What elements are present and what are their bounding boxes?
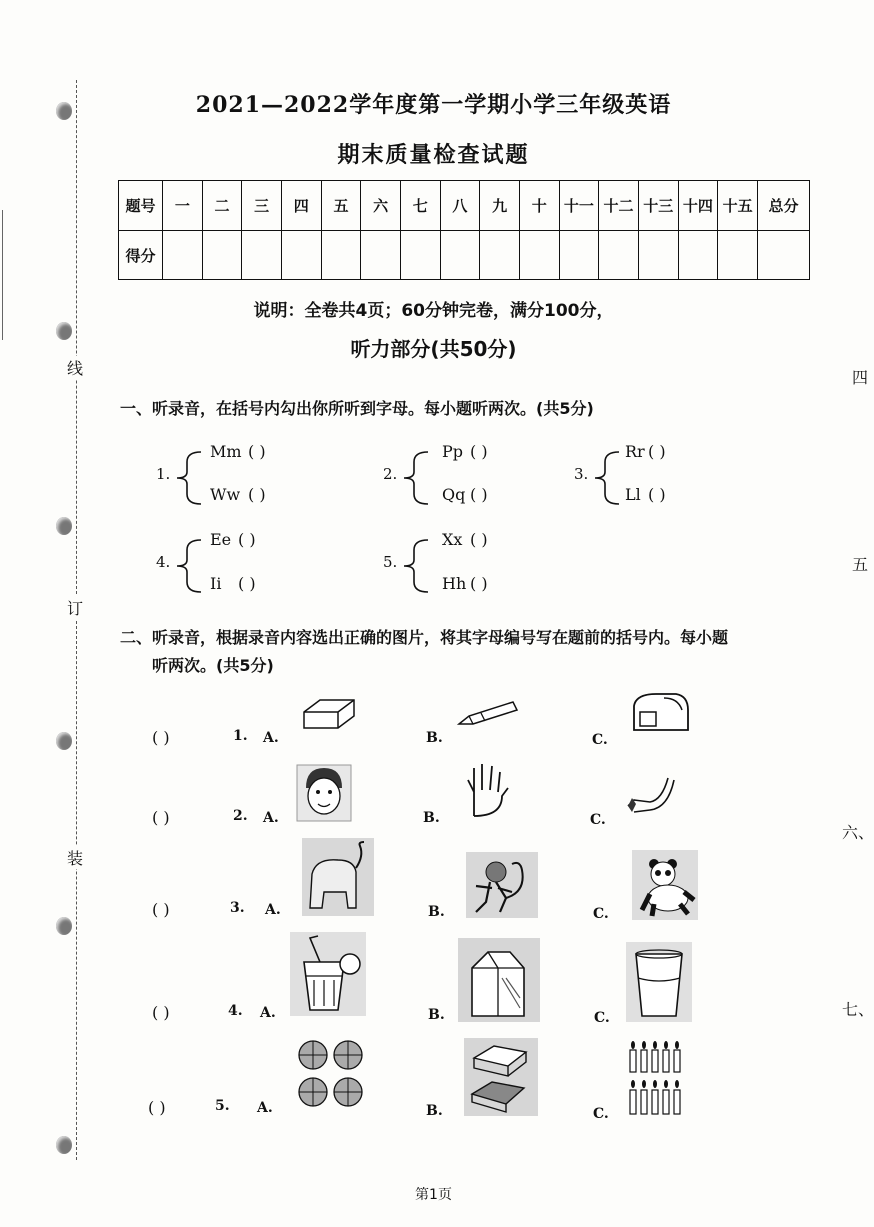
option-c-label: C. [593, 906, 609, 922]
instructions: 说明：全卷共4页；60分钟完卷，满分100分， [253, 301, 614, 321]
score-input-cell[interactable] [202, 231, 242, 280]
edge-wu: 五 [852, 555, 869, 574]
margin-ding: 订 [67, 596, 83, 619]
table-cell: 十二 [599, 181, 639, 231]
eraser-picture [298, 694, 358, 736]
edge-si: 四 [852, 368, 869, 387]
option-b-label: B. [428, 1007, 445, 1023]
binding-hole [56, 517, 72, 535]
s2-item-number: 3. [230, 900, 245, 916]
answer-paren[interactable]: ( ) [148, 1098, 166, 1117]
score-input-cell[interactable] [559, 231, 599, 280]
hand-picture [462, 762, 512, 818]
s1-item-number: 4. [156, 553, 171, 571]
answer-paren[interactable]: ( ) [470, 574, 488, 593]
margin-xian: 线 [67, 356, 83, 379]
s1-option-top: Mm [210, 442, 242, 461]
edge-qi: 七、 [842, 1000, 874, 1019]
milk-picture [458, 938, 540, 1022]
brace-icon [400, 538, 430, 594]
table-cell: 三 [242, 181, 282, 231]
option-b-label: B. [423, 810, 440, 826]
s1-option-top: Pp [442, 442, 464, 461]
binding-line [76, 80, 77, 1160]
answer-paren[interactable]: ( ) [152, 1003, 170, 1022]
answer-paren[interactable]: ( ) [648, 485, 666, 504]
score-input-cell[interactable] [519, 231, 559, 280]
table-cell: 十三 [638, 181, 678, 231]
answer-paren[interactable]: ( ) [238, 574, 256, 593]
edge-liu: 六、 [842, 823, 874, 842]
candles-picture [626, 1040, 686, 1118]
s1-item-number: 3. [574, 465, 589, 483]
s1-item-number: 5. [383, 553, 398, 571]
score-input-cell[interactable] [718, 231, 758, 280]
option-c-label: C. [590, 812, 606, 828]
monkey-picture [466, 852, 538, 918]
exam-title: 2021—2022学年度第一学期小学三年级英语 [195, 92, 672, 118]
section1-title: 一、听录音，在括号内勾出你所听到字母。每小题听两次。(共5分) [120, 399, 594, 418]
answer-paren[interactable]: ( ) [470, 442, 488, 461]
table-cell: 二 [202, 181, 242, 231]
option-a-label: A. [260, 1005, 276, 1021]
score-input-cell[interactable] [321, 231, 361, 280]
juice-picture [290, 932, 366, 1016]
option-b-label: B. [426, 730, 443, 746]
score-input-cell[interactable] [163, 231, 203, 280]
table-cell: 十五 [718, 181, 758, 231]
table-cell: 一 [163, 181, 203, 231]
table-cell: 十四 [678, 181, 718, 231]
option-b-label: B. [426, 1103, 443, 1119]
section2-title-cont: 听两次。(共5分) [152, 656, 274, 675]
answer-paren[interactable]: ( ) [470, 485, 488, 504]
option-a-label: A. [257, 1100, 273, 1116]
crayon-picture [455, 698, 521, 730]
s2-item-number: 5. [215, 1098, 230, 1114]
table-cell: 八 [440, 181, 480, 231]
binding-hole [56, 1136, 72, 1154]
table-cell: 七 [400, 181, 440, 231]
option-a-label: A. [263, 730, 279, 746]
table-cell: 五 [321, 181, 361, 231]
s2-item-number: 1. [233, 728, 248, 744]
brace-icon [173, 450, 203, 506]
option-b-label: B. [428, 904, 445, 920]
panda-picture [632, 850, 698, 920]
score-input-cell[interactable] [242, 231, 282, 280]
s1-option-bottom: Ll [625, 485, 641, 504]
elephant-picture [302, 838, 374, 916]
s1-option-bottom: Qq [442, 485, 466, 504]
page-number: 第1页 [415, 1187, 452, 1203]
answer-paren[interactable]: ( ) [470, 530, 488, 549]
table-cell: 题号 [119, 181, 163, 231]
table-cell: 六 [361, 181, 401, 231]
table-cell: 九 [480, 181, 520, 231]
table-cell: 总分 [758, 181, 810, 231]
option-c-label: C. [593, 1106, 609, 1122]
s1-item-number: 2. [383, 465, 398, 483]
exam-subtitle: 期末质量检查试题 [337, 142, 530, 168]
answer-paren[interactable]: ( ) [152, 808, 170, 827]
margin-zhuang: 装 [67, 846, 83, 869]
books-picture [464, 1038, 538, 1116]
section2-title: 二、听录音，根据录音内容选出正确的图片，将其字母编号写在题前的括号内。每小题 [120, 628, 729, 647]
s1-option-top: Xx [442, 530, 463, 549]
table-cell: 得分 [119, 231, 163, 280]
water-picture [626, 942, 692, 1022]
score-input-cell[interactable] [361, 231, 401, 280]
option-a-label: A. [263, 810, 279, 826]
balls-picture [296, 1038, 366, 1110]
schoolbag-picture [626, 690, 694, 736]
binding-hole [56, 917, 72, 935]
answer-paren[interactable]: ( ) [248, 442, 266, 461]
table-cell: 十一 [559, 181, 599, 231]
answer-paren[interactable]: ( ) [648, 442, 666, 461]
s1-option-bottom: Ww [210, 485, 241, 504]
score-input-cell[interactable] [281, 231, 321, 280]
s2-item-number: 4. [228, 1003, 243, 1019]
answer-paren[interactable]: ( ) [238, 530, 256, 549]
option-a-label: A. [265, 902, 281, 918]
s1-option-top: Rr [625, 442, 645, 461]
brace-icon [173, 538, 203, 594]
arm-picture [624, 772, 678, 816]
score-input-cell[interactable] [400, 231, 440, 280]
answer-paren[interactable]: ( ) [152, 900, 170, 919]
listening-heading: 听力部分(共50分) [350, 337, 517, 361]
table-cell: 十 [519, 181, 559, 231]
s1-option-bottom: Hh [442, 574, 467, 593]
option-c-label: C. [592, 732, 608, 748]
s1-option-bottom: Ii [210, 574, 222, 593]
score-input-cell[interactable] [440, 231, 480, 280]
option-c-label: C. [594, 1010, 610, 1026]
score-table [118, 180, 810, 280]
answer-paren[interactable]: ( ) [248, 485, 266, 504]
binding-hole [56, 732, 72, 750]
score-input-cell[interactable] [678, 231, 718, 280]
s1-item-number: 1. [156, 465, 171, 483]
score-input-cell[interactable] [480, 231, 520, 280]
s1-option-top: Ee [210, 530, 232, 549]
score-input-cell[interactable] [638, 231, 678, 280]
brace-icon [400, 450, 430, 506]
brace-icon [591, 450, 621, 506]
score-input-cell[interactable] [758, 231, 810, 280]
answer-paren[interactable]: ( ) [152, 728, 170, 747]
table-cell: 四 [281, 181, 321, 231]
face-picture [296, 764, 352, 822]
score-input-cell[interactable] [599, 231, 639, 280]
s2-item-number: 2. [233, 808, 248, 824]
